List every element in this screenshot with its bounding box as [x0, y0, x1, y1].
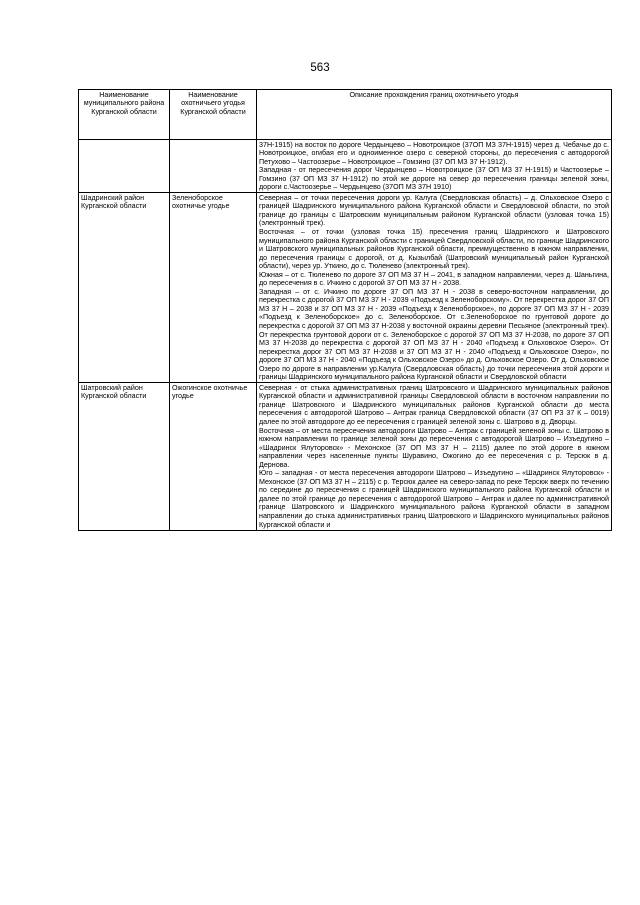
description-paragraph: Западная – от с. Ичкино по дороге 37 ОП МЗ 37 Н - 2038 в северо-восточном направлении, до перекрестка с дорогой 37 ОП МЗ 37 Н - 2039 «Подъезд к Зеленоборскому». От перекрестка дорог 37 ОП МЗ 37 Н – 2038 и 37 ОП МЗ 37 Н - 2039 «Подъезд к Зеленоборское», по дороге 37 ОП МЗ 37 Н - 2039 «Подъезд к Зеленоборское» до с. Зеленоборское. От с.Зеленоборское по грунтовой дороге до перекрестка с дорогой 37 ОП МЗ 37 Н-2038 у восточной окраины деревни Песьяное (электронный трек). От перекрестка грунтовой дороги от с. Зеленоборское с дорогой 37 ОП МЗ 37 Н-2038, по дороге 37 ОП МЗ 37 Н-2038 до перекрестка с дорогой 37 ОП МЗ 37 Н - 2040 «Подъезд к Ольховское Озеро». От перекрестка дорог 37 ОП МЗ 37 Н-2038 и 37 ОП МЗ 37 Н - 2040 «Подъезд к Ольховское Озеро», по дороге 37 ОП МЗ 37 Н - 2040 «Подъезд к Ольховское Озеро» до д. Ольховское Озеро. От д. Ольховское Озеро по дороге в направлении ур.Калуга (Свердловская область) до точки пересечения этой дороги и границы Шадринского муниципального района Курганской области и Свердловской области [259, 287, 609, 382]
description-paragraph: Восточная – от точки (узловая точка 15) пресечения границ Шадринского и Шатровского муниципального района Курганской области с границей Свердловской области, по границе Шадринского и Шатровского муниципальных районов Курганской области, преимущественно в южном направлении, до пересечения границы с дорогой, от д. Кызылбай (Шатровский муниципальный район Курганской области), через ур. Уткино, до с. Тюленево (электронный трек). [259, 227, 609, 271]
description-cell [257, 193, 612, 383]
page-number: 563 [310, 62, 330, 74]
hunting-grounds-table [78, 89, 612, 531]
district-cell: Шатровский район Курганской области [79, 383, 170, 530]
header-hunting-ground: Наименование охотничьего угодья Курганской области [170, 90, 257, 140]
hunting-ground-cell: Зеленоборское охотничье угодье [170, 193, 257, 383]
description-paragraph: Юго – западная - от места пересечения автодороги Шатрово – Изъедугино – «Шадринск Ялуторовск» - Мехонское (37 ОП МЗ 37 Н – 2115) с р. Терсюк далее на северо-запад по реке Терсюк вверх по течению по середине до пересечения с границей Шадринского муниципального района Курганской области и далее по этой границе до пересечения с автодорогой Шатрово – Антрак и далее по административной границе Шатровского и Шадринского муниципального района Курганской области в западном направлении до стыка административных границ Шатровского и Шадринского муниципальных районов Курганской области и [259, 469, 609, 529]
table-header-row [79, 90, 612, 140]
description-cell [257, 140, 612, 193]
table-row [79, 140, 612, 193]
hunting-ground-cell [170, 140, 257, 193]
header-description: Описание прохождения границ охотничьего угодья [257, 90, 612, 140]
table-row [79, 383, 612, 530]
description-paragraph: Южная – от с. Тюленево по дороге 37 ОП МЗ 37 Н – 2041, в западном направлении, через д. Шаньгина, до пересечения в с. Ичкино с дорогой 37 ОП МЗ 37 Н - 2038. [259, 270, 609, 288]
table-row [79, 193, 612, 383]
district-cell: Шадринский район Курганской области [79, 193, 170, 383]
hunting-ground-cell: Ожогинское охотничье угодье [170, 383, 257, 530]
description-paragraph: Северная - от стыка административных границ Шатровского и Шадринского муниципальных районов Курганской области и административной границы Свердловской области в восточном направлении по границе Шатровского и Шадринского муниципальных районов Курганской области до места пересечения с автодорогой Шатрово – Антрак граница Свердловской области (37 ОП РЗ 37 К – 0019) далее по этой автодороге до ее пересечения с границей зеленой зоны с. Шатрово в д. Дворцы. [259, 383, 609, 426]
description-paragraph: 37Н-1915) на восток по дороге Чердынцево – Новотроицкое (37ОП МЗ 37Н-1915) через д. Чебачье до с. Новотроицкое, огибая его и одноименное озеро с северной стороны, до пересечения с автодорогой Петухово – Частоозерье – Новотроицкое – Гомзино (37 ОП МЗ 37 Н-1912). [259, 140, 609, 166]
description-paragraph: Восточная – от места пересечения автодороги Шатрово – Антрак с границей зеленой зоны с. Шатрово в южном направлении по границе зеленой зоны до пересечения с автодорогой Шатрово – Изъедугино – «Шадринск Ялуторовск» - Мехонское (37 ОП МЗ 37 Н – 2115) далее по этой дороге в южном направлении через населенные пункты Шуравино, Ожогино до ее пересечения с р. Терсюк в д. Дернова. [259, 426, 609, 469]
district-cell [79, 140, 170, 193]
header-district: Наименование муниципального района Курганской области [79, 90, 170, 140]
description-cell [257, 383, 612, 530]
description-paragraph: Северная – от точки пересечения дороги ур. Калуга (Свердловская область) – д. Ольховское Озеро с границей Шадринского муниципального района Курганской области и Свердловской области, по этой границе до границы с Шатровским муниципальным районом Курганской области (узловая точка 15) (электронный трек). [259, 193, 609, 228]
description-paragraph: Западная - от пересечения дорог Чердынцево – Новотроицкое (37 ОП МЗ 37 Н-1915) и Частоозерье – Гомзино (37 ОП МЗ 37 Н-1912) по этой же дороге на север до пересечения границы зеленой зоны, дороги с.Частоозерье – Чердынцево (37ОП МЗ 37Н 1910) [259, 166, 609, 192]
